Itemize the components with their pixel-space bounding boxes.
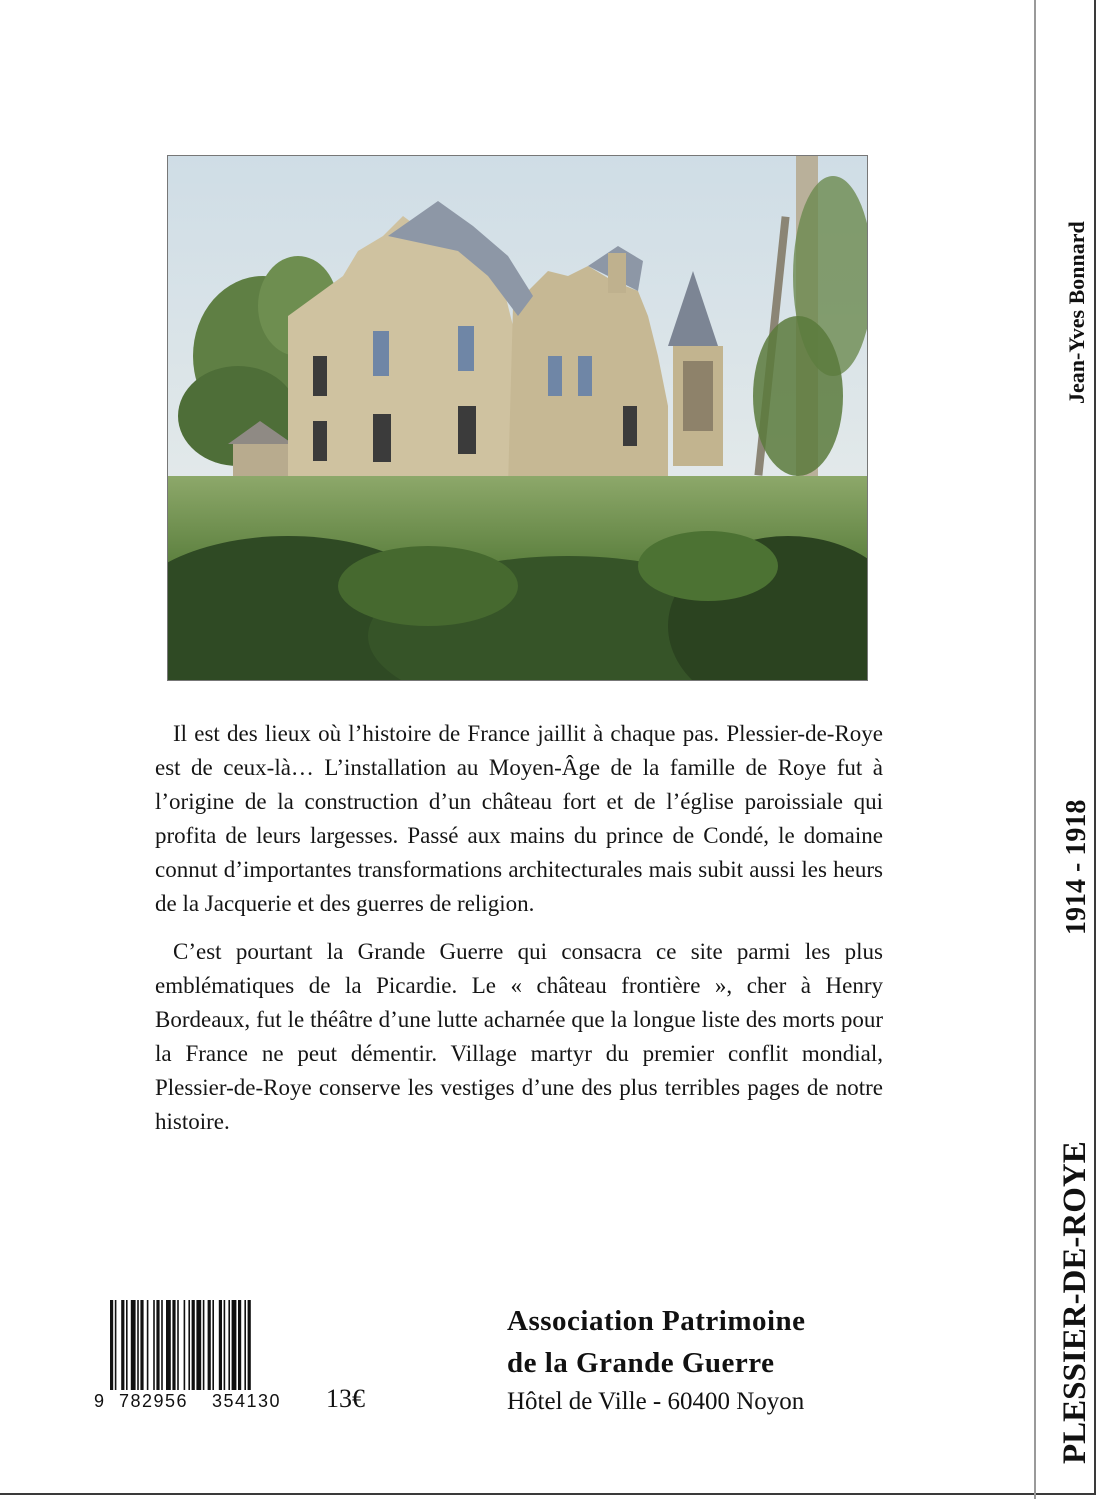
publisher-name-line1: Association Patrimoine bbox=[507, 1305, 806, 1337]
barcode-digits-left: 782956 bbox=[119, 1391, 189, 1411]
spine-author: Jean-Yves Bonnard bbox=[1064, 221, 1089, 404]
spine-years: 1914 - 1918 bbox=[1061, 799, 1092, 935]
barcode-digit-first: 9 bbox=[94, 1391, 105, 1411]
chateau-ruins-photo bbox=[167, 155, 868, 681]
blurb-paragraph-1: Il est des lieux où l’histoire de France jaillit à chaque pas. Plessier-de-Roye est de ceux-là… L’installation au Moyen-Âge de la famille de Roye fut à l’origine de la construction d’un château fort et de l’église paroissiale qui profita de leurs largesses. Passé aux mains du prince de Condé, le domaine connut d’importantes transformations architecturales mais subit aussi les heurs de la Jacquerie et des guerres de religion. bbox=[155, 721, 883, 916]
publisher-name-line2: de la Grande Guerre bbox=[507, 1347, 775, 1379]
barcode-bars bbox=[110, 1300, 296, 1390]
spine-title: PLESSIER-DE-ROYE bbox=[1057, 1141, 1093, 1464]
price-label: 13€ bbox=[326, 1384, 365, 1413]
blurb-paragraph-2: C’est pourtant la Grande Guerre qui consacra ce site parmi les plus emblématiques de la Picardie. Le « château frontière », cher à Henry Bordeaux, fut le théâtre d’une lutte acharnée que la longue liste des morts pour la France ne peut démentir. Village martyr du premier conflit mondial, Plessier-de-Roye conserve les vestiges d’une des plus terribles pages de notre histoire. bbox=[155, 939, 883, 1134]
publisher-block bbox=[507, 1300, 907, 1420]
barcode-digits-right: 354130 bbox=[212, 1391, 282, 1411]
isbn-barcode bbox=[94, 1300, 298, 1422]
back-cover-blurb bbox=[155, 717, 883, 1153]
spine-divider bbox=[1034, 0, 1036, 1499]
barcode-digits bbox=[94, 1391, 298, 1417]
publisher-address: Hôtel de Ville - 60400 Noyon bbox=[507, 1388, 805, 1415]
